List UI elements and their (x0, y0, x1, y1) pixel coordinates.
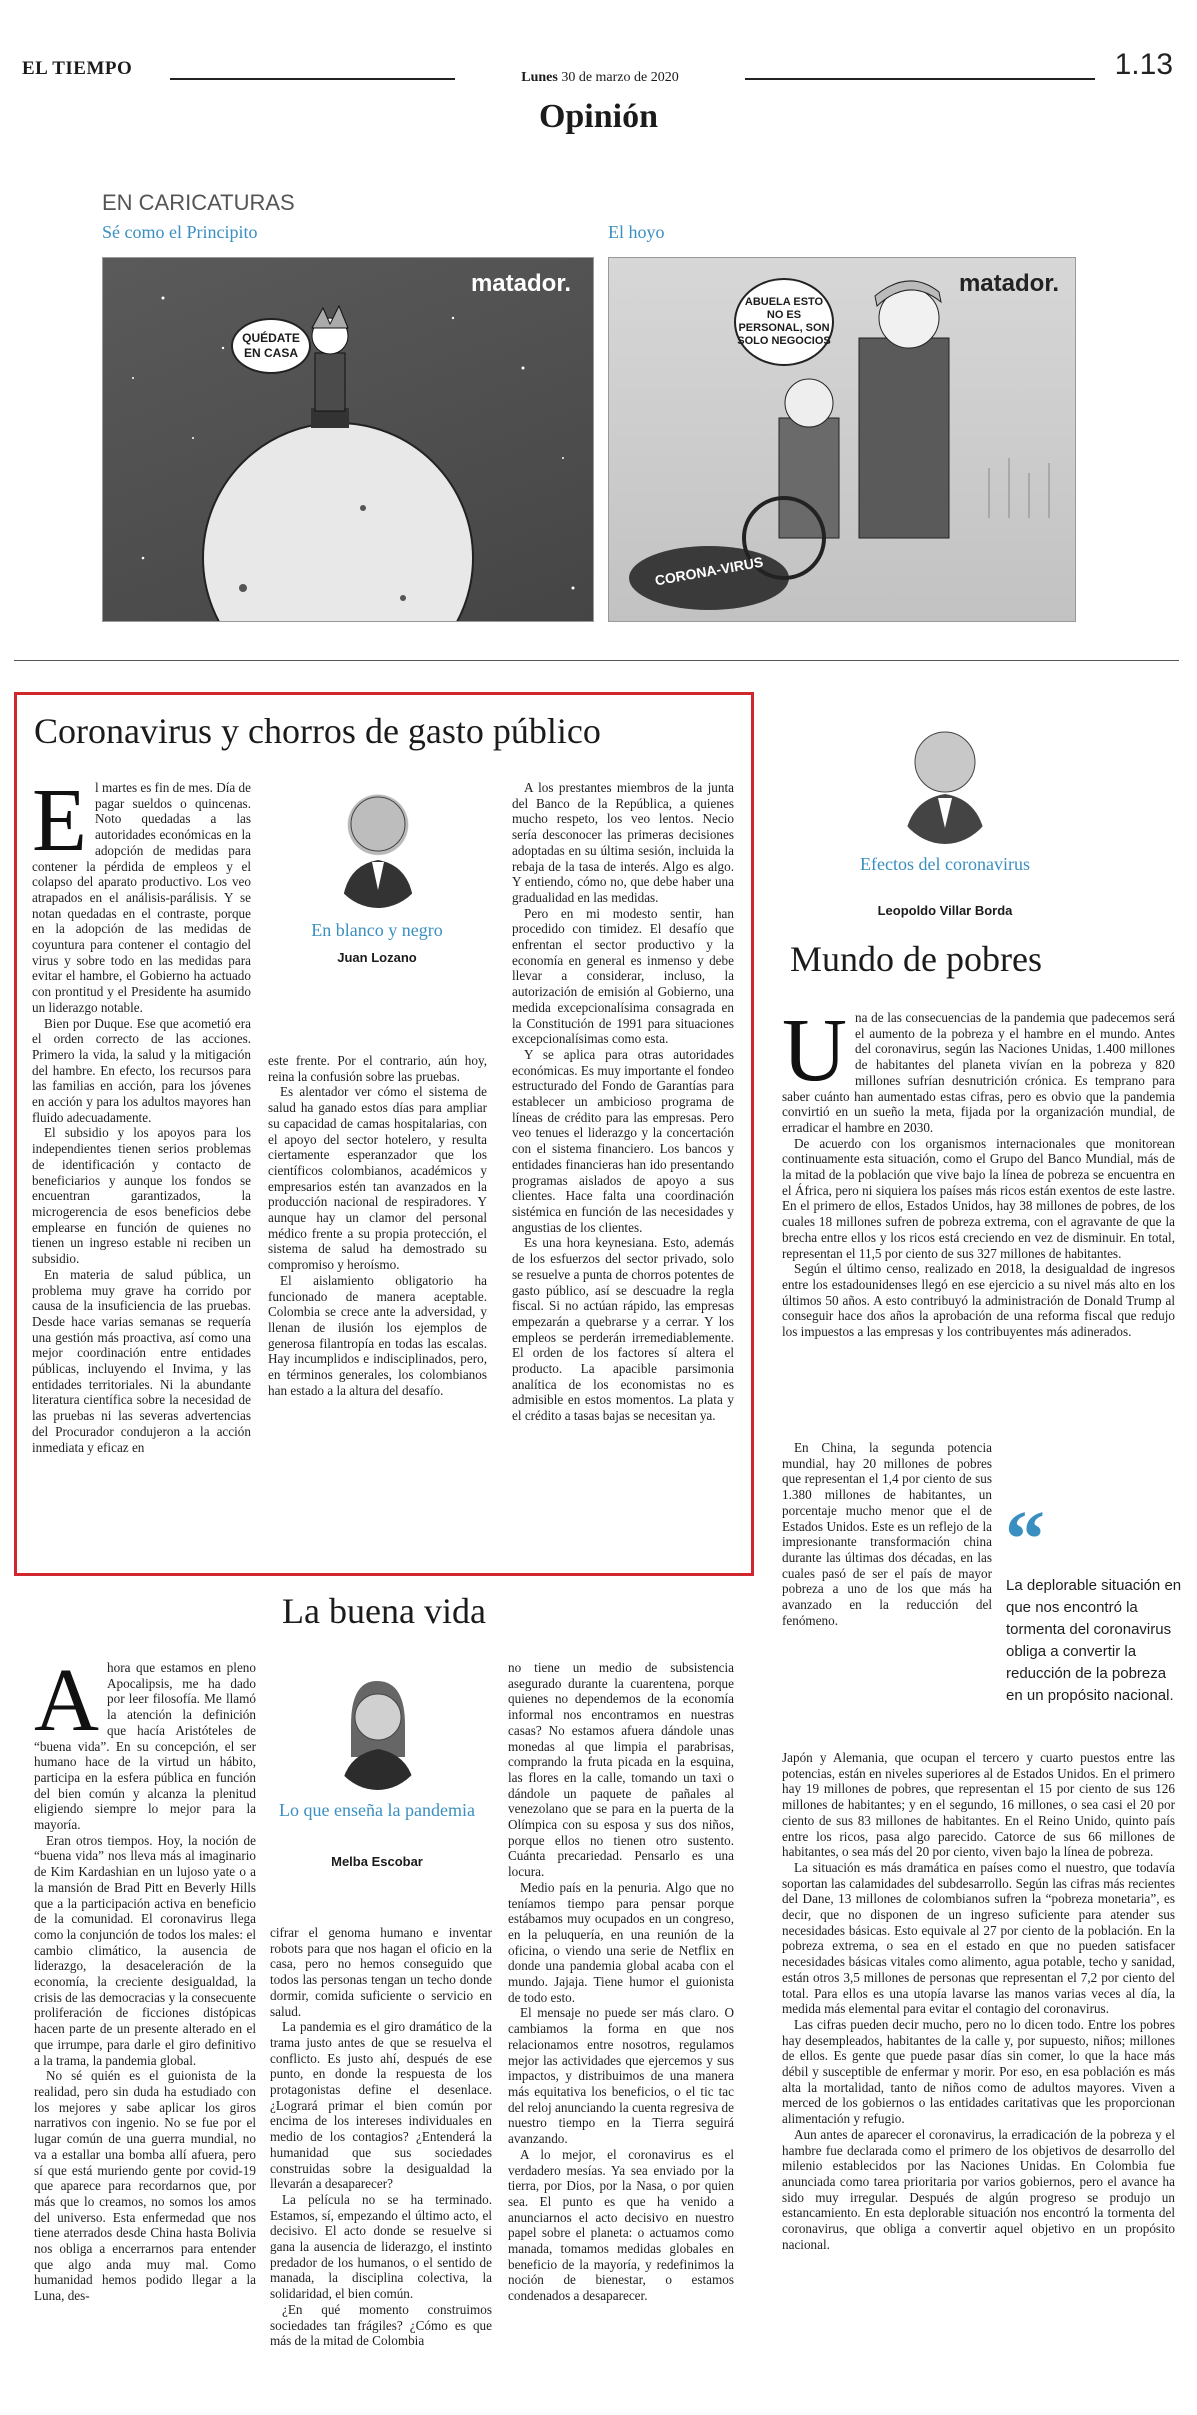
cartoon-left-brand: matador. (470, 270, 571, 297)
article2-col-narrow: En China, la segunda potencia mundial, hay 20 millones de pobres que representan el 1,4 por ciento de sus 1.380 millones de habitantes, un porcentaje mucho menor que el de Estados Unidos. Este es un reflejo de la impresionante transformación china durante las últimas dos décadas, en las cuales pasó de ser el país de mayor pobreza a uno de los que más ha avanzado en la reducción del fenómeno. (782, 1440, 992, 1628)
coronavirus-hole-label: CORONA-VIRUS (653, 553, 765, 589)
little-prince-drawing (103, 258, 594, 622)
issue-date: Lunes 30 de marzo de 2020 (521, 70, 679, 85)
cartoon-right-bubble: ABUELA ESTO NO ES PERSONAL, SON SOLO NEGOCIOS (734, 278, 834, 366)
article3-title: La buena vida (282, 1591, 486, 1631)
article2-title: Mundo de pobres (790, 939, 1042, 979)
cartoon-left-bubble: QUÉDATE EN CASA (231, 318, 311, 374)
article1-title: Coronavirus y chorros de gasto público (34, 711, 601, 751)
article1-author: Juan Lozano (337, 950, 417, 965)
article3-author: Melba Escobar (331, 1854, 423, 1869)
article2-column-name: Efectos del coronavirus (860, 854, 1030, 874)
section-title: Opinión (538, 98, 659, 135)
article1-dropcap: E (32, 771, 87, 870)
melba-escobar-portrait (325, 1665, 430, 1790)
article1-col3: A los prestantes miembros de la junta del Banco de la República, a quienes mucho respeto, los veo lentos. Necio sería desconocer las primeras decisiones adoptadas en su última sesión, incluida la rebaja de la tasa de interés. Algo es algo. Y entiendo, cómo no, que debe haber una gradualidad en las medidas. Pero en mi modesto sentir, han procedido con timidez. El desafío que enfrentan el sector productivo y la economía en general es inmenso y debe llevar a considerar, incluso, la autorización de emisión al Gobierno, una medida excepcionalísima consagrada en la Constitución de 1991 para situaciones excepcionalísimas como esta. Y se aplica para otras autoridades económicas. Es muy importante el fondeo estructurado del Fondo de Garantías para establecer un ambicioso programa de líneas de crédito para las empresas. Pero veo tenues el liderazgo y la concertación con el sistema financiero. Los bancos y entidades financieras han ido presentando programas aislados de apoyo a sus clientes. Hace falta una coordinación sistémica en función de las necesidades y angustias de los clientes. Es una hora keynesiana. Esto, además de los esfuerzos del sector privado, solo se resuelve a punta de chorros potentes de gasto público, así se descuadre la regla fiscal. Si no actúan rápido, las empresas empezarán a quebrarse y a cerrar. Y los empleos se perderán irremediablemente. El orden de los factores sí altera el producto. La apacible parsimonia analítica de los economistas no es admisible en estos momentos. La plata y el crédito a tasas bajas se necesitan ya. (512, 780, 734, 1424)
article3-col3: no tiene un medio de subsistencia asegurado durante la cuarentena, porque quienes no dependemos de la economía informal nos encontramos en nuestras casas? No estamos afuera dándole unas monedas al que limpia el parabrisas, comprando la fruta picada en la esquina, las flores en la calle, tomando un taxi o dándole un paquete de pañales al venezolano que se para en la puerta de la Olímpica con su esposa y sus dos niños, porque ellos no tienen otro sustento. Cuánta precariedad. Pensarlo es una locura. Medio país en la penuria. Algo que no teníamos tiempo para pensar porque estábamos muy ocupados en un congreso, en la peluquería, en una reunión de la oficina, o viendo una serie de Netflix en donde una pandemia global acaba con el mundo. Jajaja. Tiene humor el guionista de todo esto. El mensaje no puede ser más claro. O cambiamos la forma en que nos relacionamos entre nosotros, regulamos mejor las actividades que ejercemos y sus impactos, y distribuimos de una manera más equitativa los beneficios, o el tic tac del reloj anunciando la cuenta regresiva de nuestro tiempo en la Tierra seguirá avanzando. A lo mejor, el coronavirus es el verdadero mesías. Ya sea enviado por la tierra, por Dios, por la Nasa, o por quien sea. El punto es que ha venido a anunciarnos el acto decisivo en nuestro papel sobre el planeta: o actuamos como manada, tomamos medidas globales en beneficio de la mayoría, y redefinimos la noción de bienestar, o estamos condenados a desaparecer. (508, 1660, 734, 2304)
juan-lozano-portrait (324, 780, 432, 908)
article3-dropcap: A (34, 1651, 99, 1750)
header-rule-right (745, 78, 1095, 80)
article2-dropcap: U (782, 1001, 847, 1100)
article2-col-top: U na de las consecuencias de la pandemia que padecemos será el aumento de la pobreza y el hambre en el mundo. Antes del coronavirus, según las Naciones Unidas, 1.400 millones de habitantes del planeta vivían en la pobreza y 820 millones sufrían desnutrición crónica. Es temprano para saber cuánto han aumentado estas cifras, pero es obvio que la pandemia convirtió en un sueño la meta, fijada por la organización mundial, de erradicar el hambre en 2030. De acuerdo con los organismos internacionales que monitorean continuamente esta situación, como el Grupo del Banco Mundial, más de la mitad de la población que vive bajo la línea de pobreza se encuentra en el África, pero ni siquiera los países más ricos están exentos de este lastre. En el primero de ellos, Estados Unidos, hay 38 millones de pobres, de los cuales 18 millones sufren de pobreza extrema, con el agravante de que la brecha entre ellos y los ricos está creciendo en vez de disminuir. En total, representan el 11,5 por ciento de sus 327 millones de habitantes. Según el último censo, realizado en 2018, la desigualdad de ingresos entre los estadounidenses llegó en ese ejercicio a su nivel más alto en los últimos 50 años. A esto contribuyó la administración de Donald Trump al conseguir hace dos años la aprobación de una reforma fiscal que redujo los impuestos a las empresas y los contribuyentes más adinerados. (782, 1001, 1175, 1340)
header-rule-left (170, 78, 455, 80)
quote-mark-icon: “ (1005, 1496, 1045, 1584)
article1-column-name: En blanco y negro (311, 920, 443, 940)
page-number: 1.13 (1114, 48, 1173, 81)
cartoons-heading: EN CARICATURAS (102, 190, 295, 215)
cartoon-left-title: Sé como el Principito (102, 222, 258, 242)
leopoldo-villar-portrait (890, 714, 1000, 844)
cartoon-right-title: El hoyo (608, 222, 665, 242)
article1-col1: E l martes es fin de mes. Día de pagar sueldos o quincenas. Noto quedadas a las autoridades económicas en la adopción de medidas para contener la pérdida de empleos y el colapso del aparato productivo. Los veo atrapados en el análisis-parálisis. Y se notan quedadas en el contraste, porque en la adopción de las medidas de coyuntura para contener el contagio del virus y sobre todo en las medidas para evitar el hambre, el Gobierno ha actuado con prontitud y el Presidente ha asumido un liderazgo notable. Bien por Duque. Ese que acometió era el orden correcto de las acciones. Primero la vida, la salud y la mitigación del hambre. En efecto, los recursos para las familias en acción, para los jóvenes en acción y para los adultos mayores han fluido adecuadamente. El subsidio y los apoyos para los independientes tienen serios problemas de identificación y contacto de beneficiarios y aunque los fondos se encuentran garantizados, la microgerencia de esos beneficios debe emplearse en función de quienes no tienen un ingreso estable ni reciben un subsidio. En materia de salud pública, un problema muy grave ha corrido por causa de la insuficiencia de las pruebas. Desde hace varias semanas se requería una gestión más proactiva, así como una mejor coordinación entre entidades públicas, incluyendo el Invima, y las entidades territoriales. Ni la abundante literatura científica sobre la necesidad de las pruebas ni las severas advertencias del Procurador condujeron a la acción inmediata y eficaz en (32, 771, 251, 1455)
cartoon-left (102, 257, 594, 622)
newspaper-logo: EL TIEMPO (22, 58, 133, 79)
article1-col2: este frente. Por el contrario, aún hoy, reina la confusión sobre las pruebas. Es alentador ver cómo el sistema de salud ha ganado estos días para ampliar su capacidad de camas hospitalarias, con el apoyo del sector hotelero, y resulta ciertamente esperanzador que los científicos colombianos, académicos y empresarios estén tan avanzados en la producción nacional de respiradores. Y aunque hay un clamor del personal médico frente a su propia protección, el sistema de salud ha demostrado su compromiso y heroísmo. El aislamiento obligatorio ha funcionado de manera aceptable. Colombia se crece ante la adversidad, y llenan de ilusión los ejemplos de generosa filantropía en todas las escalas. Hay incumplidos e indisciplinados, pero, en términos generales, los colombianos han estado a la altura del desafío. (268, 1053, 487, 1398)
article2-col-bottom: Japón y Alemania, que ocupan el tercero y cuarto puestos entre las potencias, están en niveles superiores al de Estados Unidos. En el primero hay 19 millones de pobres, que representan el 15 por ciento de sus 126 millones de habitantes; y en el segundo, 16 millones, o sea casi el 20 por ciento de sus 83 millones de habitantes. En el Reino Unido, quinto país entre los ricos, pasa algo parecido. Catorce de sus 66 millones de habitantes, o sea más del 20 por ciento, viven bajo la línea de pobreza. La situación es más dramática en países como el nuestro, que todavía soportan las calamidades del subdesarrollo. Según las cifras más recientes del Dane, 13 millones de colombianos sufren la “pobreza monetaria”, es decir, que no disponen de un ingreso suficiente para atender sus necesidades básicas. Esto equivale al 27 por ciento de la población. En la pobreza extrema, o sea en el estado en que no pueden satisfacer necesidades básicas vitales como alimento, agua potable, techo y sanidad, están otros 3,5 millones de personas que representan el 7,2 por ciento del total. Para ellos es una utopía lavarse las manos varias veces al día, la medida más elemental para evitar el contagio del coronavirus. Las cifras pueden decir mucho, pero no lo dicen todo. Entre los pobres hay desempleados, habitantes de la calle y, por supuesto, niños; millones de ellos. Es gente que puede pasar días sin comer, lo que la hace más débil y susceptible de enfermar y morir. Por eso, en esa población es más alta la mortalidad, tanto de niños como de adultos mayores. Viven a merced de los gobiernos o las entidades caritativas que les proporcionan alimentación y refugio. Aun antes de aparecer el coronavirus, la erradicación de la pobreza y el hambre fue declarada como el primero de los objetivos de desarrollo del milenio establecidos por las Naciones Unidas. En Colombia fue anunciada como tarea prioritaria por varios gobiernos, pero el avance ha sido muy irregular. Después de algún progreso se produjo un estancamiento. En esta deplorable situación nos encontró la tormenta del coronavirus, que obliga a convertir aquel objetivo en un propósito nacional. (782, 1750, 1175, 2252)
cartoon-right-brand: matador. (958, 270, 1059, 297)
article3-column-name: Lo que enseña la pandemia (279, 1800, 475, 1820)
cartoons-divider (14, 660, 1179, 661)
article2-author: Leopoldo Villar Borda (877, 903, 1013, 918)
article2-pull-quote: La deplorable situación en que nos encontró la tormenta del coronavirus obliga a convertir la reducción de la pobreza en un propósito nacional. (1006, 1577, 1182, 1704)
cartoon-right (608, 257, 1076, 622)
article3-col2: cifrar el genoma humano e inventar robots para que nos hagan el oficio en la casa, pero no hemos conseguido que todos las personas tengan un techo donde dormir, comida suficiente o servicio en salud. La pandemia es el giro dramático de la trama justo antes de que se resuelva el conflicto. Es justo ahí, después de ese punto, en donde la respuesta de los protagonistas define el desenlace. ¿Logrará primar el bien común por encima de los intereses individuales en medio de los contagios? ¿Entenderá la humanidad que sus sociedades construidas sobre la desigualdad la llevarán a desaparecer? La película no se ha terminado. Estamos, sí, empezando el último acto, el decisivo. El acto donde se resuelve si gana la ausencia de liderazgo, el instinto predador de los humanos, o el sentido de manada, la disciplina colectiva, la solidaridad, el bien común. ¿En qué momento construimos sociedades tan frágiles? ¿Cómo es que más de la mitad de Colombia (270, 1925, 492, 2349)
article3-col1: A hora que estamos en pleno Apocalipsis, me ha dado por leer filosofía. Me llamó la atención la definición que hacía Aristóteles de “buena vida”. En su concepción, el ser humano hace de la virtud un hábito, participa en la esfera pública en función del bien común y alcanza la plenitud eligiendo siempre lo mejor para la mayoría. Eran otros tiempos. Hoy, la noción de “buena vida” nos lleva más al imaginario de Kim Kardashian en un lujoso yate o a la mansión de Brad Pitt en Beverly Hills que a la participación activa en beneficio de la comunidad. El coronavirus llega como la conjunción de todos los males: el cambio climático, la ausencia de liderazgo, la desaceleración de la economía, la creciente desigualdad, la crisis de las democracias y la consecuente proliferación de ficciones distópicas hacen parte de un presente alterado en el que irrumpe, para darle el giro definitivo a la trama, la pandemia global. No sé quién es el guionista de la realidad, pero sin duda ha estudiado con los mejores y sabe aplicar los giros narrativos con ingenio. No se fue por el lugar común de una guerra mundial, no va a estallar una bomba allí afuera, pero sí que está muriendo gente por covid-19 que aparece para recordarnos que, por más que lo creamos, no somos los amos del universo. Esta enfermedad que nos tiene aterrados desde China hasta Bolivia nos obliga a encerrarnos para entender que algo anda muy mal. Como humanidad hemos podido llegar a la Luna, des- (34, 1651, 256, 2304)
